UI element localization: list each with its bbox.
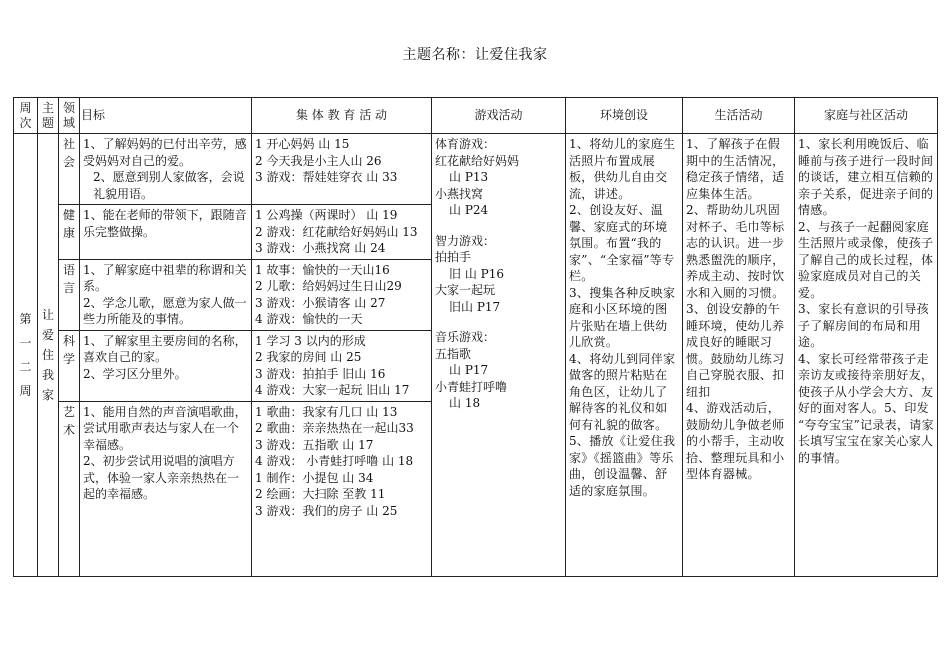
environment-item: 2、创设友好、温馨、家庭式的环境氛围。布置“我的家”、“全家福”等专栏。 <box>569 203 675 283</box>
environment-item: 1、将幼儿的家庭生活照片布置成展板，供幼儿自由交流，讲述。 <box>569 137 676 201</box>
activities-cell <box>252 259 432 330</box>
activity-item: 3 游戏：帮娃娃穿衣 山 33 <box>255 170 398 184</box>
activity-item: 4 游戏：愉快的一天 <box>255 312 363 326</box>
goal-item: 1、了解家庭中祖辈的称谓和关系。 <box>83 262 247 293</box>
game-line: 山 18 <box>449 396 481 410</box>
life-item: 2、帮助幼儿巩固对杯子、毛巾等标志的认识。进一步熟悉盥洗的顺序，养成主动、按时饮水和入厕的习惯。 <box>686 203 785 300</box>
activity-item: 1 公鸡操（两课时） 山 19 <box>255 208 398 222</box>
game-line: 山 P17 <box>449 363 489 377</box>
theme-label: 让爱住我家 <box>41 308 54 402</box>
header-life: 生活活动 <box>683 98 795 134</box>
games-cell <box>432 134 566 577</box>
week-cell <box>14 134 38 577</box>
domain-label: 科学 <box>62 333 75 366</box>
game-line: 小青蛙打呼噜 <box>435 379 508 394</box>
goal-item: 2、学习区分里外。 <box>83 366 187 381</box>
activity-item: 3 游戏：我们的房子 山 25 <box>255 503 398 518</box>
activities-cell <box>252 134 432 205</box>
goal-cell <box>80 259 252 330</box>
activities-cell <box>252 401 432 577</box>
goal-item: 2、学念儿歌，愿意为家人做一些力所能及的事情。 <box>83 295 247 326</box>
header-family: 家庭与社区活动 <box>795 98 938 134</box>
header-week: 周次 <box>14 98 38 134</box>
activity-item: 1 制作：小提包 山 34 <box>255 470 374 485</box>
page-title: 主题名称：让爱住我家 <box>402 47 548 63</box>
environment-item: 5、播放《让爱住我家》《摇篮曲》等乐曲，创设温馨、舒适的家庭氛围。 <box>569 434 676 498</box>
activity-item: 1 学习 3 以内的形成 <box>255 333 366 348</box>
weekly-plan-table <box>13 97 938 577</box>
environment-item: 3、搜集各种反映家庭和小区环境的图片张贴在墙上供幼儿欣赏。 <box>569 285 676 349</box>
activity-item: 1 故事：愉快的一天山16 <box>255 262 390 277</box>
game-line: 体育游戏： <box>435 137 496 151</box>
goal-cell <box>80 134 252 205</box>
week-label: 第一二周 <box>19 312 32 398</box>
life-cell <box>683 134 795 577</box>
game-line: 山 P24 <box>449 203 489 217</box>
game-line: 旧 山 P16 <box>449 266 504 281</box>
goal-item: 1、能用自然的声音演唱歌曲，尝试用歌声表达与家人在一个幸福感。 <box>83 404 247 452</box>
game-line: 山 P13 <box>449 170 489 184</box>
game-spacer <box>435 219 562 233</box>
activities-cell <box>252 205 432 260</box>
header-domain: 领域 <box>59 98 80 134</box>
family-item: 2、与孩子一起翻阅家庭生活照片或录像，使孩子了解自己的成长过程，体验家庭成员对自己的关爱。 <box>798 219 934 300</box>
goal-item: 2、愿意到别人家做客，会说礼貌用语。 <box>93 170 245 201</box>
game-line: 红花献给好妈妈 <box>435 153 520 168</box>
game-spacer <box>435 315 562 329</box>
goal-cell <box>80 401 252 577</box>
activity-item: 4 游戏： 小青蛙打呼噜 山 18 <box>255 454 414 468</box>
activity-item: 2 绘画：大扫除 至教 11 <box>255 487 386 501</box>
goal-cell <box>80 205 252 260</box>
activity-item: 2 歌曲：亲亲热热在一起山33 <box>255 421 414 435</box>
environment-item: 4、将幼儿到同伴家做客的照片粘贴在角色区，让幼儿了解待客的礼仪和如何有礼貌的做客。 <box>569 351 676 432</box>
theme-cell <box>38 134 59 577</box>
header-theme: 主题 <box>38 98 59 134</box>
domain-label: 健康 <box>62 208 75 240</box>
game-line: 小燕找窝 <box>435 186 484 201</box>
domain-label: 语言 <box>62 262 75 295</box>
family-item: 4、家长可经常带孩子走亲访友或接待亲朋好友，使孩子从小学会大方、友好的面对客人。5、印发 “夸夸宝宝”记录表，请家长填写宝宝在家关心家人的事情。 <box>798 351 934 465</box>
activity-item: 3 游戏：五指歌 山 17 <box>255 437 374 452</box>
domain-cell <box>59 401 80 577</box>
domain-label: 社会 <box>62 137 75 169</box>
family-item: 3、家长有意识的引导孩子了解房间的布局和用途。 <box>798 302 929 349</box>
environment-cell <box>566 134 683 577</box>
domain-cell <box>59 205 80 260</box>
activity-item: 3 游戏：小猴请客 山 27 <box>255 295 386 310</box>
life-item: 3、创设安静的午睡环境，使幼儿养成良好的睡眠习惯。鼓励幼儿练习自己穿脱衣服、扣纽扣 <box>686 302 785 399</box>
game-line: 旧山 P17 <box>449 299 501 314</box>
goal-item: 1、了解妈妈的已付出辛劳，感受妈妈对自己的爱。 <box>83 137 247 168</box>
game-line: 音乐游戏： <box>435 330 496 344</box>
domain-cell <box>59 330 80 401</box>
header-environment: 环境创设 <box>566 98 683 134</box>
family-item: 1、家长利用晚饭后、临睡前与孩子进行一段时间的谈话，建立相互信赖的亲子关系，促进亲子间的情感。 <box>798 137 934 217</box>
game-line: 拍拍手 <box>435 250 472 264</box>
games-list <box>435 136 562 412</box>
game-line: 智力游戏： <box>435 233 496 248</box>
life-item: 1、了解孩子在假期中的生活情况，稳定孩子情绪，适应集体生活。 <box>686 137 785 201</box>
activity-item: 2 游戏：红花献给好妈妈山 13 <box>255 224 418 239</box>
activity-item: 1 歌曲：我家有几口 山 13 <box>255 404 398 419</box>
life-item: 4、游戏活动后，鼓励幼儿争做老师的小帮手，主动收拾、整理玩具和小型体育器械。 <box>686 401 785 481</box>
game-line: 五指歌 <box>435 346 472 361</box>
game-line: 大家一起玩 <box>435 283 496 297</box>
goal-item: 1、能在老师的带领下，跟随音乐完整做操。 <box>83 208 247 239</box>
activity-item: 3 游戏：小燕找窝 山 24 <box>255 241 386 255</box>
domain-label: 艺术 <box>62 404 75 437</box>
activity-item: 3 游戏：拍拍手 旧山 16 <box>255 366 386 381</box>
goal-item: 2、初步尝试用说唱的演唱方式，体验一家人亲亲热热在一起的幸福感。 <box>83 454 240 501</box>
activities-cell <box>252 330 432 401</box>
activity-item: 4 游戏：大家一起玩 旧山 17 <box>255 383 410 397</box>
domain-cell <box>59 134 80 205</box>
family-cell <box>795 134 938 577</box>
header-goal: 目标 <box>80 98 252 134</box>
header-activities: 集 体 教 育 活 动 <box>252 98 432 134</box>
goal-cell <box>80 330 252 401</box>
activity-item: 2 儿歌：给妈妈过生日山29 <box>255 279 402 293</box>
activity-item: 2 今天我是小主人山 26 <box>255 153 382 168</box>
header-games: 游戏活动 <box>432 98 566 134</box>
activity-item: 2 我家的房间 山 25 <box>255 350 362 364</box>
goal-item: 1、了解家里主要房间的名称，喜欢自己的家。 <box>83 333 247 364</box>
activity-item: 1 开心妈妈 山 15 <box>255 137 350 151</box>
domain-cell <box>59 259 80 330</box>
